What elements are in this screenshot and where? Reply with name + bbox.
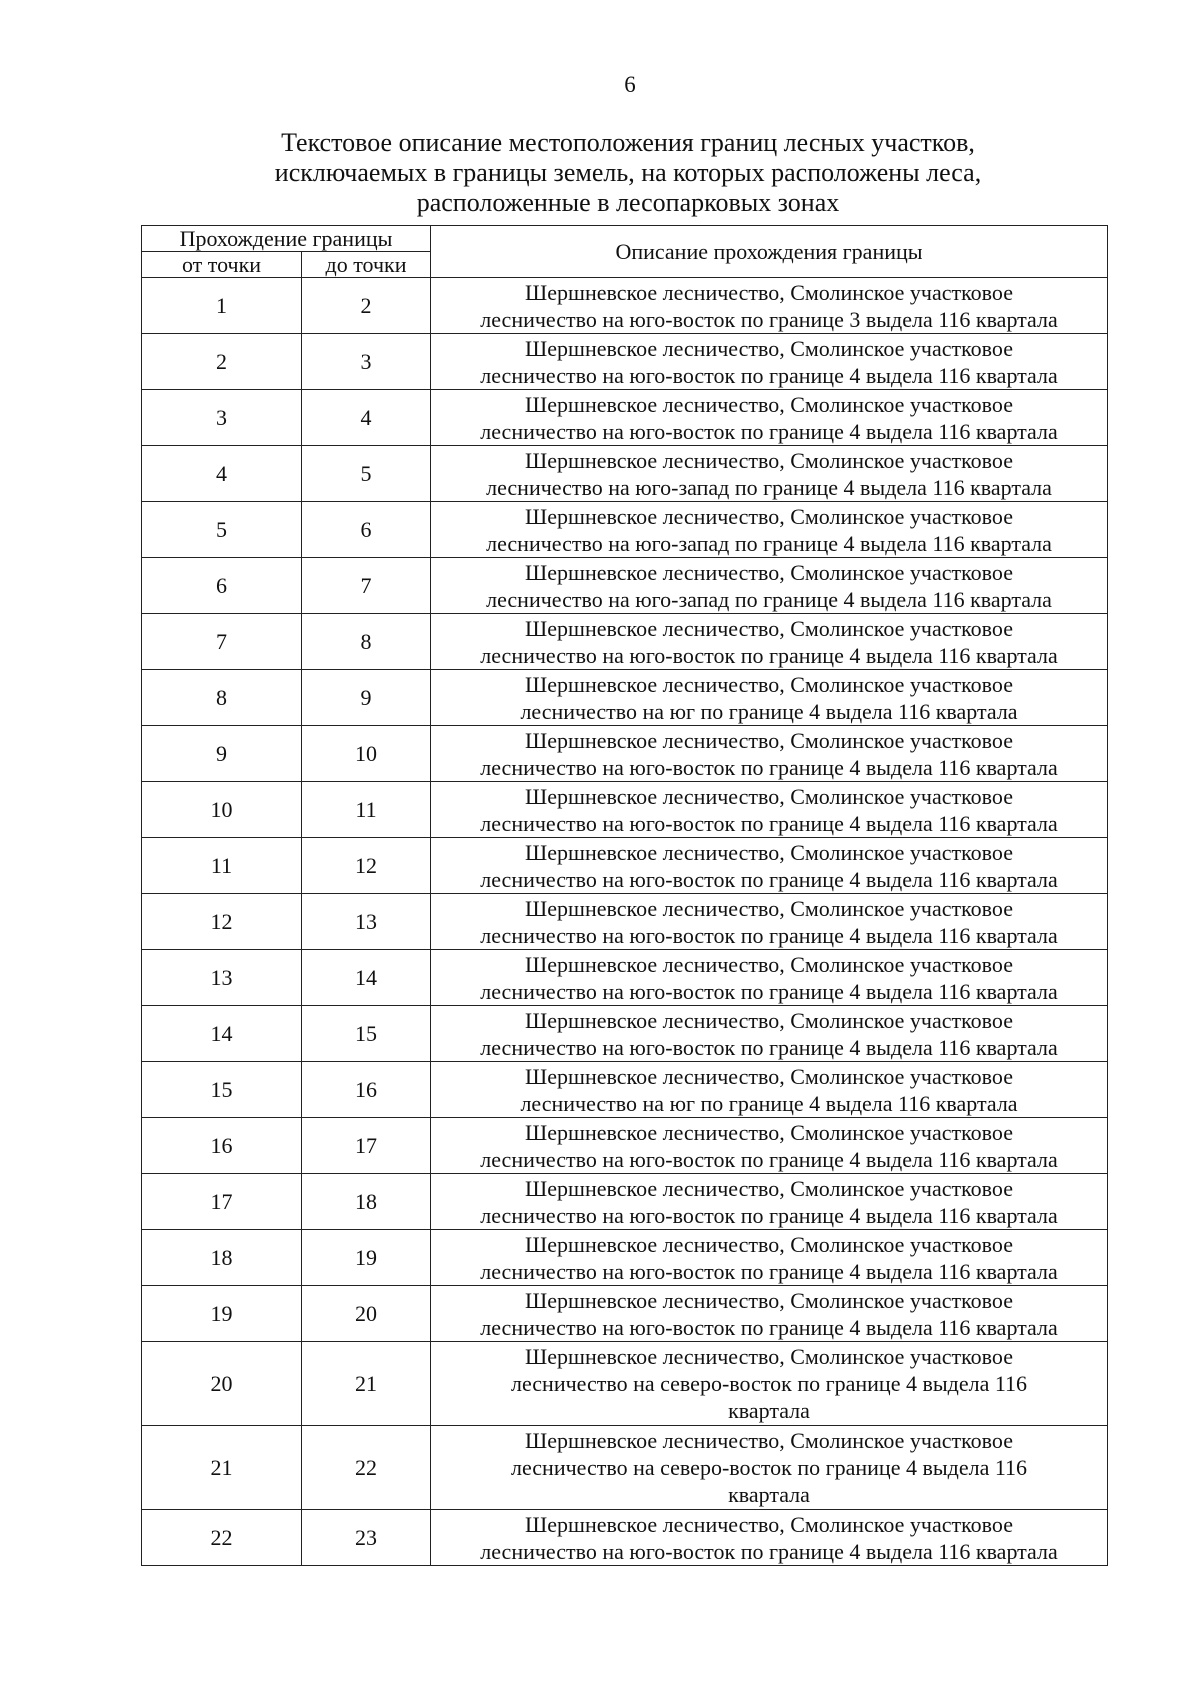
from-point-cell: 13 (142, 950, 302, 1006)
description-line: Шершневское лесничество, Смолинское участковое (525, 1428, 1013, 1453)
to-point-cell: 16 (302, 1062, 431, 1118)
description-cell (431, 1510, 1108, 1566)
description-line: лесничество на юго-восток по границе 4 выдела 116 квартала (480, 1538, 1058, 1564)
from-point-cell: 6 (142, 558, 302, 614)
description-cell (431, 1230, 1108, 1286)
from-point-cell: 19 (142, 1286, 302, 1342)
description-line: лесничество на юго-запад по границе 4 выдела 116 квартала (486, 530, 1052, 556)
description-line: лесничество на юго-восток по границе 4 выдела 116 квартала (480, 866, 1058, 892)
to-point-cell: 18 (302, 1174, 431, 1230)
description-line: Шершневское лесничество, Смолинское участковое (525, 1119, 1013, 1145)
from-point-cell: 4 (142, 446, 302, 502)
table-row (142, 670, 1108, 726)
description-cell (431, 950, 1108, 1006)
description-line: лесничество на юго-восток по границе 4 выдела 116 квартала (480, 418, 1058, 444)
description-line: Шершневское лесничество, Смолинское участковое (525, 671, 1013, 697)
from-point-cell: 17 (142, 1174, 302, 1230)
to-point-cell: 11 (302, 782, 431, 838)
description-cell (431, 446, 1108, 502)
description-line: квартала (728, 1398, 810, 1423)
boundary-table (141, 225, 1108, 1566)
description-line: Шершневское лесничество, Смолинское участковое (525, 1175, 1013, 1201)
to-point-cell: 19 (302, 1230, 431, 1286)
document-title (228, 128, 1028, 218)
description-cell (431, 558, 1108, 614)
description-cell (431, 726, 1108, 782)
description-line: лесничество на юго-восток по границе 4 выдела 116 квартала (480, 1146, 1058, 1172)
table-row (142, 278, 1108, 334)
header-to-point: до точки (302, 252, 431, 278)
from-point-cell: 3 (142, 390, 302, 446)
to-point-cell: 14 (302, 950, 431, 1006)
from-point-cell: 2 (142, 334, 302, 390)
description-line: Шершневское лесничество, Смолинское участковое (525, 839, 1013, 865)
description-line: лесничество на юг по границе 4 выдела 116 квартала (520, 1090, 1018, 1116)
table-row (142, 1006, 1108, 1062)
to-point-cell: 2 (302, 278, 431, 334)
description-cell (431, 1426, 1108, 1510)
description-cell (431, 782, 1108, 838)
table-row (142, 1342, 1108, 1426)
description-line: Шершневское лесничество, Смолинское участковое (525, 1231, 1013, 1257)
to-point-cell: 13 (302, 894, 431, 950)
description-line: лесничество на северо-восток по границе 4 выдела 116 (510, 1371, 1028, 1396)
description-line: Шершневское лесничество, Смолинское участковое (525, 1007, 1013, 1033)
description-line: квартала (728, 1482, 810, 1507)
description-line: Шершневское лесничество, Смолинское участковое (525, 1287, 1013, 1313)
table-row (142, 782, 1108, 838)
description-cell (431, 390, 1108, 446)
description-line: Шершневское лесничество, Смолинское участковое (525, 503, 1013, 529)
table-row (142, 558, 1108, 614)
from-point-cell: 9 (142, 726, 302, 782)
description-line: Шершневское лесничество, Смолинское участковое (525, 727, 1013, 753)
description-line: лесничество на юго-восток по границе 4 выдела 116 квартала (480, 642, 1058, 668)
to-point-cell: 6 (302, 502, 431, 558)
description-line: Шершневское лесничество, Смолинское участковое (525, 615, 1013, 641)
table-row (142, 1174, 1108, 1230)
from-point-cell: 7 (142, 614, 302, 670)
description-cell (431, 1006, 1108, 1062)
table-row (142, 1510, 1108, 1566)
description-line: лесничество на северо-восток по границе 4 выдела 116 (510, 1455, 1028, 1480)
description-cell (431, 670, 1108, 726)
table-row (142, 1286, 1108, 1342)
description-line: лесничество на юго-восток по границе 4 выдела 116 квартала (480, 754, 1058, 780)
header-description: Описание прохождения границы (431, 226, 1108, 278)
page-number: 6 (624, 72, 636, 97)
description-line: Шершневское лесничество, Смолинское участковое (525, 335, 1013, 361)
from-point-cell: 20 (142, 1342, 302, 1426)
table-body (142, 278, 1108, 1566)
description-line: Шершневское лесничество, Смолинское участковое (525, 783, 1013, 809)
title-line: расположенные в лесопарковых зонах (416, 188, 840, 217)
table-row (142, 1062, 1108, 1118)
to-point-cell: 22 (302, 1426, 431, 1510)
to-point-cell: 5 (302, 446, 431, 502)
from-point-cell: 15 (142, 1062, 302, 1118)
description-cell (431, 334, 1108, 390)
to-point-cell: 4 (302, 390, 431, 446)
table-row (142, 1230, 1108, 1286)
to-point-cell: 10 (302, 726, 431, 782)
description-line: Шершневское лесничество, Смолинское участковое (525, 1511, 1013, 1537)
description-line: лесничество на юго-восток по границе 4 выдела 116 квартала (480, 978, 1058, 1004)
table-row (142, 838, 1108, 894)
description-cell (431, 838, 1108, 894)
to-point-cell: 3 (302, 334, 431, 390)
to-point-cell: 9 (302, 670, 431, 726)
description-line: лесничество на юго-восток по границе 4 выдела 116 квартала (480, 362, 1058, 388)
title-line: Текстовое описание местоположения границ лесных участков, (281, 128, 975, 157)
table-row (142, 726, 1108, 782)
description-cell (431, 894, 1108, 950)
from-point-cell: 21 (142, 1426, 302, 1510)
description-line: лесничество на юго-запад по границе 4 выдела 116 квартала (486, 474, 1052, 500)
description-cell (431, 1118, 1108, 1174)
description-line: Шершневское лесничество, Смолинское участковое (525, 559, 1013, 585)
from-point-cell: 22 (142, 1510, 302, 1566)
description-line: лесничество на юго-восток по границе 4 выдела 116 квартала (480, 922, 1058, 948)
from-point-cell: 12 (142, 894, 302, 950)
description-line: Шершневское лесничество, Смолинское участковое (525, 1063, 1013, 1089)
table-row (142, 950, 1108, 1006)
from-point-cell: 10 (142, 782, 302, 838)
from-point-cell: 8 (142, 670, 302, 726)
description-line: Шершневское лесничество, Смолинское участковое (525, 391, 1013, 417)
from-point-cell: 18 (142, 1230, 302, 1286)
to-point-cell: 15 (302, 1006, 431, 1062)
table-row (142, 1118, 1108, 1174)
table-header (142, 226, 1108, 278)
from-point-cell: 11 (142, 838, 302, 894)
description-cell (431, 1174, 1108, 1230)
description-cell (431, 1342, 1108, 1426)
description-line: лесничество на юго-восток по границе 3 выдела 116 квартала (480, 306, 1058, 332)
description-line: Шершневское лесничество, Смолинское участковое (525, 279, 1013, 305)
to-point-cell: 7 (302, 558, 431, 614)
to-point-cell: 20 (302, 1286, 431, 1342)
table-row (142, 1426, 1108, 1510)
description-line: лесничество на юго-запад по границе 4 выдела 116 квартала (486, 586, 1052, 612)
table-row (142, 894, 1108, 950)
to-point-cell: 23 (302, 1510, 431, 1566)
description-line: Шершневское лесничество, Смолинское участковое (525, 447, 1013, 473)
header-boundary-passage: Прохождение границы (142, 226, 431, 252)
header-from-point: от точки (142, 252, 302, 278)
description-line: Шершневское лесничество, Смолинское участковое (525, 951, 1013, 977)
description-line: лесничество на юго-восток по границе 4 выдела 116 квартала (480, 1314, 1058, 1340)
from-point-cell: 14 (142, 1006, 302, 1062)
from-point-cell: 1 (142, 278, 302, 334)
to-point-cell: 8 (302, 614, 431, 670)
table-row (142, 390, 1108, 446)
table-row (142, 446, 1108, 502)
description-line: лесничество на юго-восток по границе 4 выдела 116 квартала (480, 810, 1058, 836)
description-line: лесничество на юго-восток по границе 4 выдела 116 квартала (480, 1034, 1058, 1060)
to-point-cell: 12 (302, 838, 431, 894)
table-row (142, 614, 1108, 670)
description-line: Шершневское лесничество, Смолинское участковое (525, 1344, 1013, 1369)
table-row (142, 502, 1108, 558)
description-line: лесничество на юго-восток по границе 4 выдела 116 квартала (480, 1202, 1058, 1228)
description-line: лесничество на юг по границе 4 выдела 116 квартала (520, 698, 1018, 724)
to-point-cell: 17 (302, 1118, 431, 1174)
description-cell (431, 614, 1108, 670)
from-point-cell: 16 (142, 1118, 302, 1174)
from-point-cell: 5 (142, 502, 302, 558)
description-cell (431, 1286, 1108, 1342)
description-cell (431, 1062, 1108, 1118)
to-point-cell: 21 (302, 1342, 431, 1426)
table-row (142, 334, 1108, 390)
description-line: лесничество на юго-восток по границе 4 выдела 116 квартала (480, 1258, 1058, 1284)
description-cell (431, 502, 1108, 558)
title-line: исключаемых в границы земель, на которых расположены леса, (274, 158, 982, 187)
description-cell (431, 278, 1108, 334)
description-line: Шершневское лесничество, Смолинское участковое (525, 895, 1013, 921)
